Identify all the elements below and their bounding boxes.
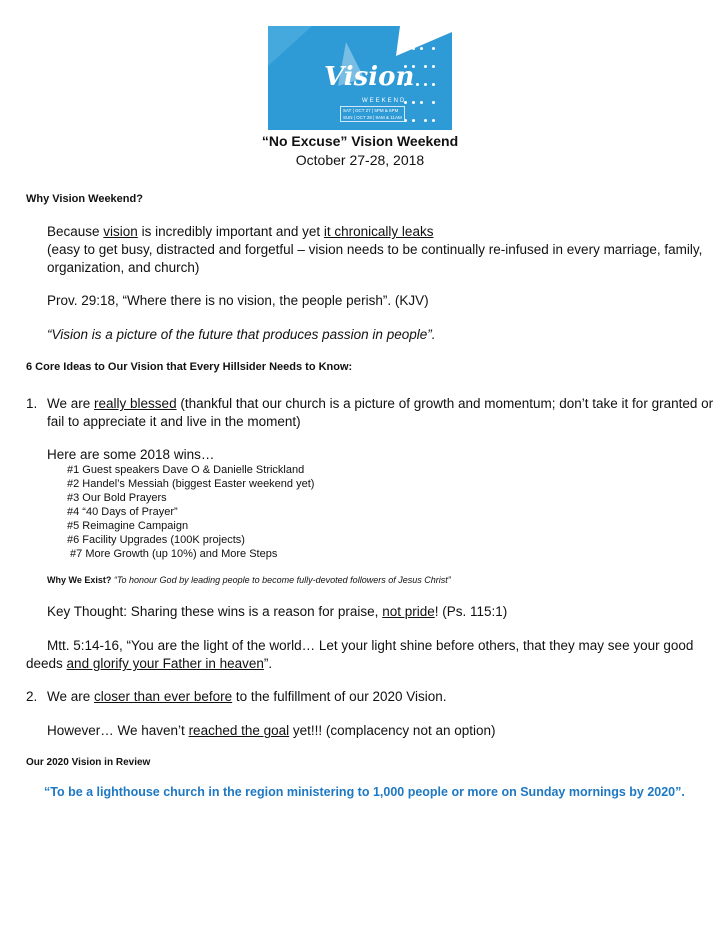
- because-vision: vision: [103, 224, 138, 239]
- page-date: October 27-28, 2018: [295, 152, 425, 168]
- section-heading-core: 6 Core Ideas to Our Vision that Every Hillsider Needs to Know:: [26, 361, 353, 373]
- vision-quote: “Vision is a picture of the future that produces passion in people”.: [47, 327, 436, 342]
- section-heading-why: Why Vision Weekend?: [26, 193, 143, 205]
- however-rest: yet!!! (complacency not an option): [289, 723, 496, 738]
- win-item: #1 Guest speakers Dave O & Danielle Strickland: [67, 464, 305, 476]
- because-line: [47, 223, 433, 241]
- logo-title: Vision: [324, 62, 415, 92]
- mtt-line-2: [26, 655, 272, 673]
- item-1-number: 1.: [26, 396, 38, 411]
- mtt-underlined: and glorify your Father in heaven: [66, 656, 264, 671]
- item-2-line: [47, 688, 447, 706]
- logo-subtitle: WEEKEND: [362, 98, 407, 104]
- wins-intro: Here are some 2018 wins…: [47, 447, 215, 462]
- logo-dates-line2: SUN | OCT 28 | 9AM & 11AM: [343, 115, 402, 120]
- item-1-line-2: fail to appreciate it and live in the moment): [47, 414, 301, 429]
- paren-line-1: (easy to get busy, distracted and forgetful – vision needs to be continually re-infused in every marriage, family,: [47, 242, 703, 257]
- win-item: #7 More Growth (up 10%) and More Steps: [67, 548, 278, 560]
- item-1-rest: (thankful that our church is a picture of growth and momentum; don’t take it for granted or: [176, 396, 714, 411]
- why-we-exist-label: Why We Exist?: [47, 575, 112, 585]
- win-item: #3 Our Bold Prayers: [67, 492, 167, 504]
- win-item: #6 Facility Upgrades (100K projects): [67, 534, 245, 546]
- because-leaks: it chronically leaks: [323, 224, 434, 239]
- paren-line-2: organization, and church): [47, 260, 200, 275]
- however-prefix: However… We haven’t: [47, 723, 189, 738]
- key-thought-underlined: not pride: [382, 604, 435, 619]
- however-underlined: reached the goal: [188, 723, 290, 738]
- win-item: #2 Handel’s Messiah (biggest Easter weekend yet): [67, 478, 315, 490]
- logo-dates-line1: SAT | OCT 27 | 5PM & 6PM: [343, 108, 399, 113]
- mtt-line-1: Mtt. 5:14-16, “You are the light of the world… Let your light shine before others, that they may see your good: [47, 638, 694, 653]
- win-item: #4 “40 Days of Prayer”: [67, 506, 178, 518]
- why-we-exist-line: [47, 574, 451, 586]
- logo-dates: [340, 106, 405, 122]
- section-heading-review: Our 2020 Vision in Review: [26, 757, 151, 768]
- win-item: #5 Reimagine Campaign: [67, 520, 189, 532]
- vision-weekend-logo: [268, 26, 452, 130]
- item-1-underlined: really blessed: [94, 396, 177, 411]
- prov-verse: Prov. 29:18, “Where there is no vision, the people perish”. (KJV): [47, 293, 429, 308]
- item-2-number: 2.: [26, 689, 38, 704]
- because-mid: is incredibly important and yet: [137, 224, 324, 239]
- item-2-prefix: We are: [47, 689, 95, 704]
- mtt-rest: ”.: [263, 656, 273, 671]
- item-2-underlined: closer than ever before: [94, 689, 233, 704]
- however-line: [47, 722, 496, 740]
- why-we-exist-text: “To honour God by leading people to become fully-devoted followers of Jesus Christ”: [111, 575, 451, 585]
- mtt-prefix: deeds: [26, 656, 67, 671]
- because-prefix: Because: [47, 224, 104, 239]
- key-thought-prefix: Key Thought: Sharing these wins is a reason for praise,: [47, 604, 383, 619]
- vision-statement: “To be a lighthouse church in the region ministering to 1,000 people or more on Sunday mornings by 2020”.: [44, 785, 685, 799]
- key-thought-line: [47, 603, 507, 621]
- item-1-line: [47, 395, 713, 413]
- item-1-prefix: We are: [47, 396, 95, 411]
- page-title: “No Excuse” Vision Weekend: [261, 133, 459, 149]
- key-thought-rest: ! (Ps. 115:1): [434, 604, 508, 619]
- item-2-rest: to the fulfillment of our 2020 Vision.: [232, 689, 447, 704]
